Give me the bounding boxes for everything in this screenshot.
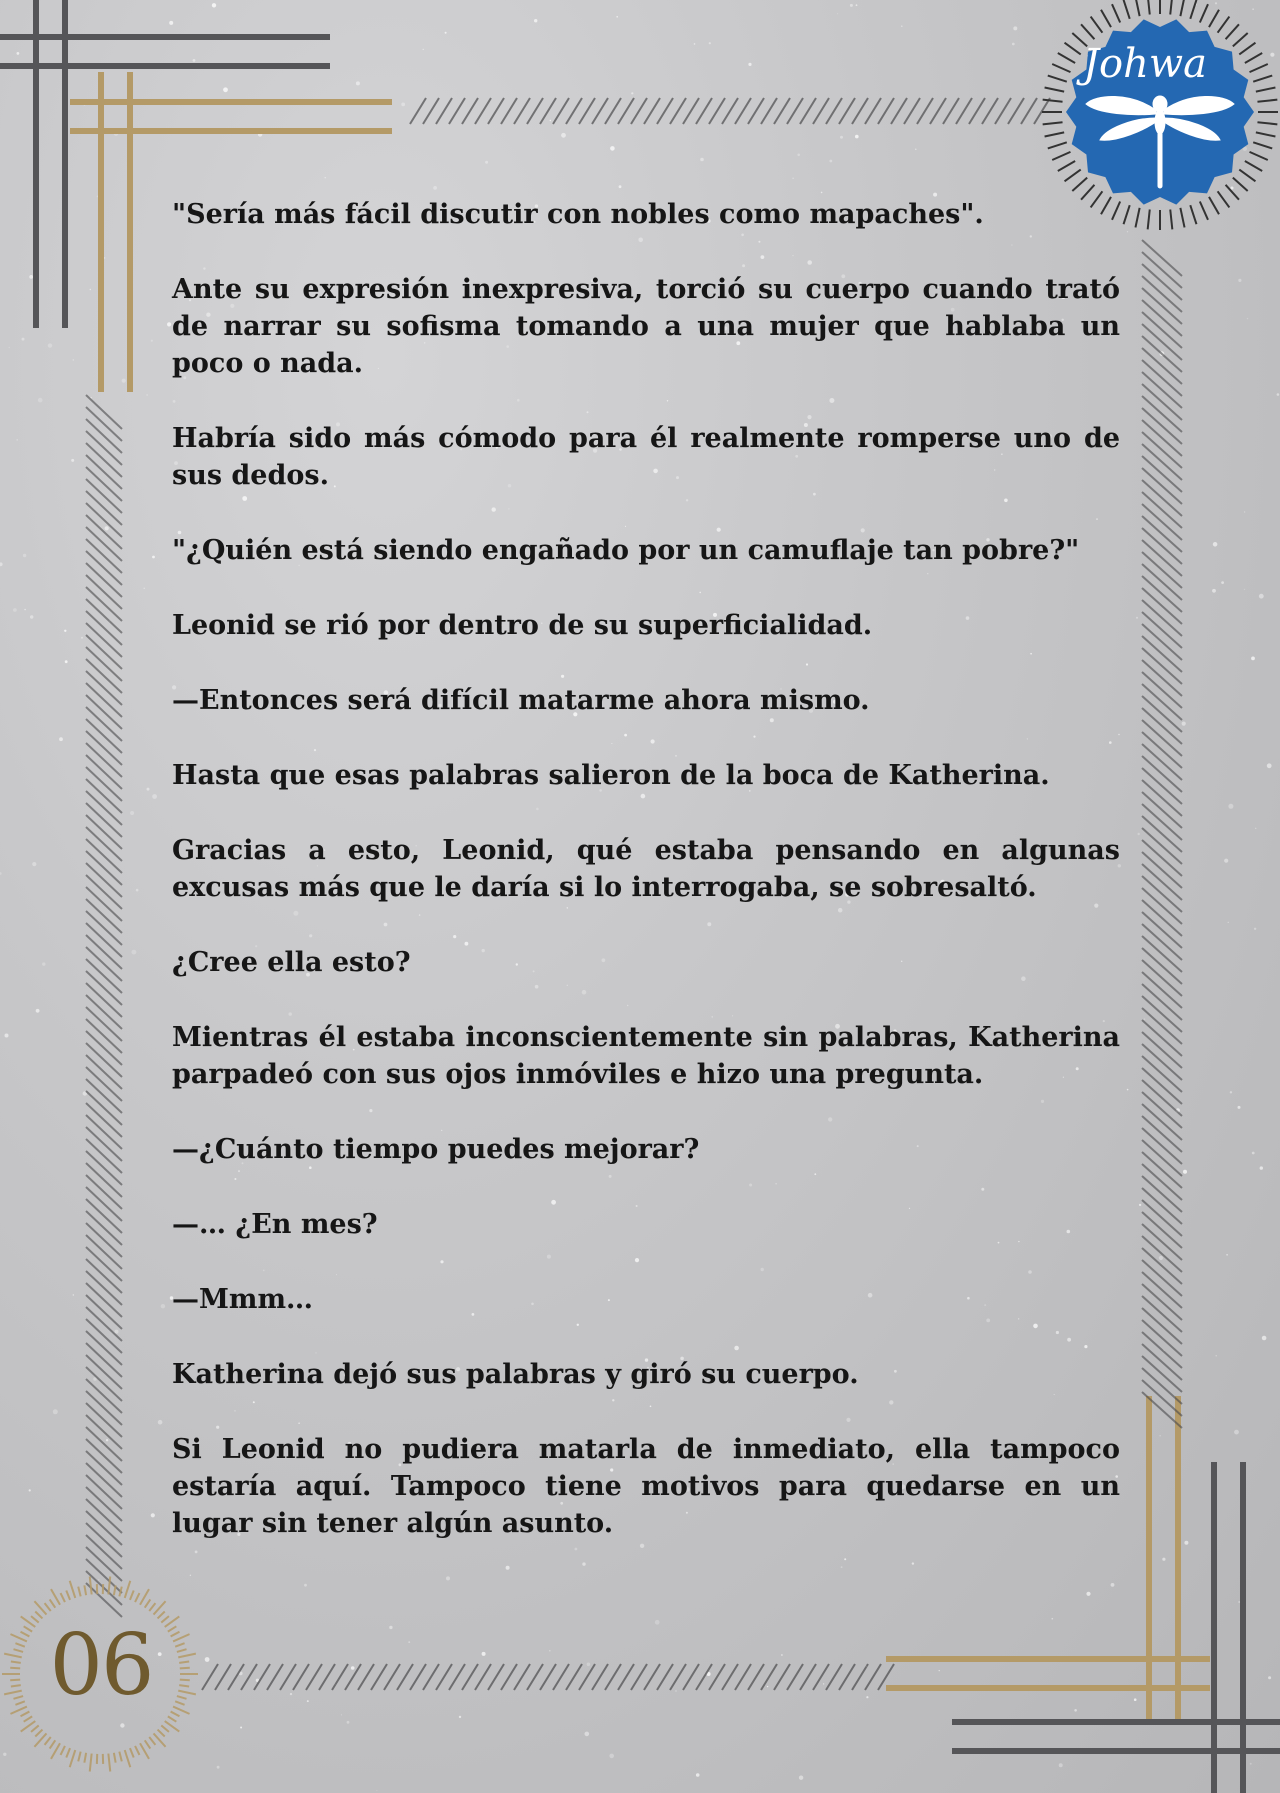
paragraph: —Entonces será difícil matarme ahora mismo. bbox=[172, 685, 870, 716]
paragraph: "Sería más fácil discutir con nobles como mapaches". bbox=[172, 199, 984, 230]
paragraph: —¿Cuánto tiempo puedes mejorar? bbox=[172, 1134, 700, 1165]
paragraph: Mientras él estaba inconscientemente sin palabras, Katherina parpadeó con sus ojos inmóviles e hizo una pregunta. bbox=[172, 1022, 1120, 1090]
paragraph: —Mmm… bbox=[172, 1284, 314, 1315]
paragraph: Ante su expresión inexpresiva, torció su cuerpo cuando trató de narrar su sofisma tomando a una mujer que hablaba un poco o nada. bbox=[172, 274, 1120, 379]
page-number: 06 bbox=[49, 1616, 153, 1714]
paragraph: —… ¿En mes? bbox=[172, 1209, 378, 1240]
top-hatch-border bbox=[410, 98, 1050, 124]
paragraph: Hasta que esas palabras salieron de la boca de Katherina. bbox=[172, 760, 1050, 791]
bottom-hatch-border bbox=[202, 1664, 894, 1690]
seal-brand-text: Johwa bbox=[1083, 41, 1207, 87]
paragraph: Gracias a esto, Leonid, qué estaba pensando en algunas excusas más que le daría si lo interrogaba, se sobresaltó. bbox=[172, 835, 1120, 903]
paragraph: Habría sido más cómodo para él realmente romperse uno de sus dedos. bbox=[172, 423, 1120, 491]
page-body-text bbox=[172, 196, 1120, 1580]
right-hatch-border bbox=[1142, 240, 1182, 1428]
paragraph: ¿Cree ella esto? bbox=[172, 947, 411, 978]
paragraph: Si Leonid no pudiera matarla de inmediato, ella tampoco estaría aquí. Tampoco tiene motivos para quedarse en un lugar sin tener algún asunto. bbox=[172, 1434, 1120, 1539]
left-hatch-border bbox=[86, 395, 122, 1617]
paragraph: "¿Quién está siendo engañado por un camuflaje tan pobre?" bbox=[172, 535, 1080, 566]
paragraph: Leonid se rió por dentro de su superficialidad. bbox=[172, 610, 873, 641]
paragraph: Katherina dejó sus palabras y giró su cuerpo. bbox=[172, 1359, 859, 1390]
